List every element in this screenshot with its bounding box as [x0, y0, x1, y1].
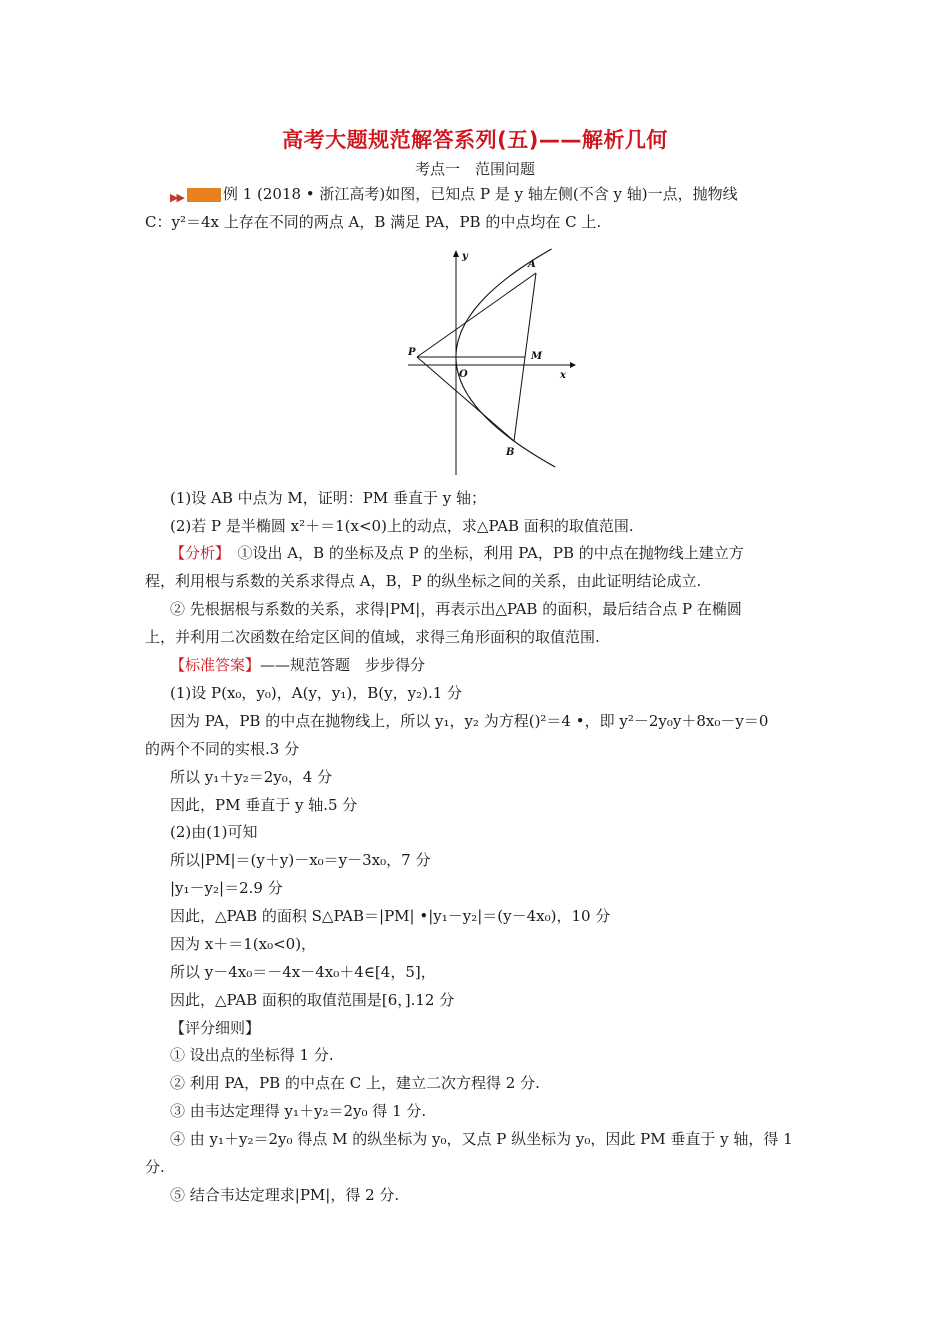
answer-heading: 【标准答案】——规范答题 步步得分	[170, 656, 426, 674]
answer-line: 所以|PM|＝(y＋y)－x₀＝y－3x₀，7 分	[170, 851, 431, 869]
label-x: x	[560, 370, 566, 381]
example-line-1	[170, 184, 810, 208]
answer-line: 所以 y－4x₀＝－4x－4x₀＋4∈[4，5]，	[170, 963, 436, 981]
y-axis-arrow	[453, 250, 459, 257]
answer-label: 【标准答案】	[170, 656, 261, 674]
answer-line: 因为 PA，PB 的中点在抛物线上，所以 y₁，y₂ 为方程()²＝4 •，即 y²－2y₀y＋8x₀－y＝0	[170, 712, 769, 730]
label-O: O	[459, 369, 468, 380]
label-B: B	[506, 447, 515, 458]
analysis-line-3: ② 先根据根与系数的关系，求得|PM|，再表示出△PAB 的面积，最后结合点 P 在椭圆	[170, 600, 742, 618]
label-A: A	[528, 259, 536, 270]
section-subtitle: 考点一 范围问题	[414, 160, 535, 178]
grading-line: 分.	[145, 1158, 165, 1176]
label-P: P	[408, 347, 416, 358]
parabola-figure	[400, 247, 580, 477]
analysis-label: 【分析】	[170, 544, 223, 562]
answer-line: 因此，PM 垂直于 y 轴.5 分	[170, 796, 358, 814]
example-tag-box	[187, 188, 221, 202]
answer-line: 因此，△PAB 面积的取值范围是[6，].12 分	[170, 991, 455, 1009]
example-text-1: 例 1 (2018 • 浙江高考)如图，已知点 P 是 y 轴左侧(不含 y 轴)一点，抛物线	[222, 185, 738, 203]
x-axis-arrow	[570, 362, 576, 368]
answer-line: 的两个不同的实根.3 分	[145, 740, 300, 758]
answer-line: 所以 y₁＋y₂＝2y₀，4 分	[170, 768, 333, 786]
answer-line: (2)由(1)可知	[170, 823, 258, 841]
label-M: M	[531, 351, 543, 362]
analysis-line-2: 程，利用根与系数的关系求得点 A，B，P 的纵坐标之间的关系，由此证明结论成立.	[145, 572, 702, 590]
answer-line: |y₁－y₂|＝2.9 分	[170, 879, 283, 897]
grading-line: ① 设出点的坐标得 1 分.	[170, 1046, 334, 1064]
question-1: (1)设 AB 中点为 M，证明：PM 垂直于 y 轴；	[170, 489, 486, 507]
answer-line: 因此，△PAB 的面积 S△PAB＝|PM| •|y₁－y₂|＝(y－4x₀)，10 分	[170, 907, 611, 925]
example-marker	[170, 186, 221, 208]
question-2: (2)若 P 是半椭圆 x²＋＝1(x<0)上的动点，求△PAB 面积的取值范围.	[170, 517, 634, 535]
answer-line: (1)设 P(x₀，y₀)，A(y，y₁)，B(y，y₂).1 分	[170, 684, 463, 702]
page-title: 高考大题规范解答系列(五)——解析几何	[282, 128, 668, 152]
double-arrow-icon: ▶▶	[170, 191, 183, 204]
analysis-line-1: 【分析】 ①设出 A，B 的坐标及点 P 的坐标，利用 PA，PB 的中点在抛物线上建立方	[170, 544, 744, 562]
grading-line: ② 利用 PA，PB 的中点在 C 上，建立二次方程得 2 分.	[170, 1074, 540, 1092]
grading-line: ③ 由韦达定理得 y₁＋y₂＝2y₀ 得 1 分.	[170, 1102, 427, 1120]
grading-heading: 【评分细则】	[170, 1019, 261, 1037]
analysis-line-4: 上，并利用二次函数在给定区间的值域，求得三角形面积的取值范围.	[145, 628, 600, 646]
segment-PA	[417, 273, 536, 357]
label-y: y	[462, 251, 468, 262]
grading-line: ④ 由 y₁＋y₂＝2y₀ 得点 M 的纵坐标为 y₀，又点 P 纵坐标为 y₀，因此 PM 垂直于 y 轴，得 1	[170, 1130, 793, 1148]
answer-line: 因为 x＋＝1(x₀<0)，	[170, 935, 317, 953]
example-line-2: C：y²＝4x 上存在不同的两点 A，B 满足 PA，PB 的中点均在 C 上.	[145, 213, 602, 231]
grading-line: ⑤ 结合韦达定理求|PM|，得 2 分.	[170, 1186, 400, 1204]
